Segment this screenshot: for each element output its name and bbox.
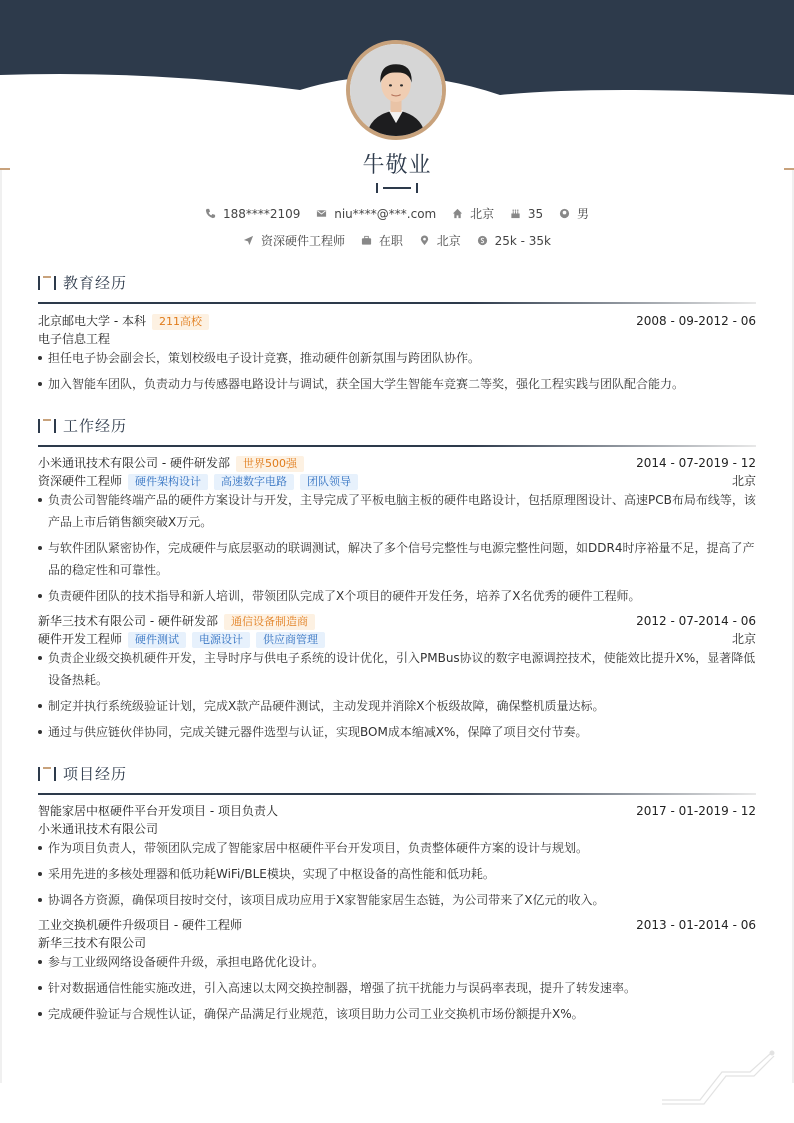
age-text: 35 bbox=[527, 206, 544, 221]
list-item: 负责企业级交换机硬件开发，主导时序与供电子系统的设计优化，引入PMBus协议的数字电源调控技术，使能效比提升X%，显著降低 设备热耗。 bbox=[38, 647, 756, 691]
gender-icon bbox=[559, 208, 570, 219]
age-item bbox=[510, 207, 543, 221]
work-period: 2014 - 07-2019 - 12 bbox=[636, 456, 756, 470]
list-item: 采用先进的多核处理器和低功耗WiFi/BLE模块，实现了中枢设备的高性能和低功耗。 bbox=[38, 863, 756, 885]
project-period: 2017 - 01-2019 - 12 bbox=[636, 804, 756, 818]
list-item: 与软件团队紧密协作，完成硬件与底层驱动的联调测试，解决了多个信号完整性与电源完整性问题，如DDR4时序裕量不足，提高了产 品的稳定性和可靠性。 bbox=[38, 537, 756, 581]
send-icon bbox=[243, 235, 254, 246]
list-item: 协调各方资源，确保项目按时交付，该项目成功应用于X家智能家居生态链，为公司带来了X亿元的收入。 bbox=[38, 889, 756, 911]
skill-tag: 硬件测试 bbox=[128, 632, 186, 648]
list-item: 针对数据通信性能实施改进，引入高速以太网交换控制器，增强了抗干扰能力与误码率表现，提升了转发速率。 bbox=[38, 977, 756, 999]
skill-tag: 团队领导 bbox=[300, 474, 358, 490]
company-tag: 通信设备制造商 bbox=[224, 614, 315, 630]
work-location: 北京 bbox=[731, 474, 756, 488]
position-text: 资深硬件工程师 bbox=[261, 234, 346, 248]
avatar-photo bbox=[350, 44, 442, 136]
phone-text: 188****2109 bbox=[222, 206, 301, 221]
section-divider bbox=[38, 793, 756, 795]
target-city-text: 北京 bbox=[436, 234, 461, 248]
gender-text: 男 bbox=[577, 207, 590, 221]
name-divider bbox=[376, 183, 418, 193]
project-title: 工业交换机硬件升级项目 - 硬件工程师 bbox=[38, 918, 242, 932]
list-item: 加入智能车团队，负责动力与传感器电路设计与调试，获全国大学生智能车竞赛二等奖，强化工程实践与团队配合能力。 bbox=[38, 373, 756, 395]
company-name: 新华三技术有限公司 - 硬件研发部 bbox=[38, 614, 218, 628]
contact-row bbox=[0, 205, 794, 222]
section-marker-icon bbox=[38, 419, 56, 433]
avatar bbox=[346, 40, 446, 140]
list-item: 通过与供应链伙伴协同，完成关键元器件选型与认证，实现BOM成本缩减X%，保障了项目交付节奏。 bbox=[38, 721, 756, 743]
location-pin-icon bbox=[419, 235, 430, 246]
work-location: 北京 bbox=[731, 632, 756, 646]
candidate-name: 牛敬业 bbox=[362, 153, 432, 178]
skill-tag: 供应商管理 bbox=[256, 632, 325, 648]
education-section bbox=[38, 274, 756, 296]
company-tag: 世界500强 bbox=[236, 456, 304, 472]
position-item bbox=[243, 232, 345, 249]
left-border bbox=[0, 170, 2, 1083]
school-name: 北京邮电大学 - 本科 bbox=[38, 314, 146, 328]
city-item bbox=[452, 205, 494, 222]
list-item: 负责硬件团队的技术指导和新人培训，带领团队完成了X个项目的硬件开发任务，培养了X名优秀的硬件工程师。 bbox=[38, 585, 756, 607]
list-item: 制定并执行系统级验证计划，完成X款产品硬件测试，主动发现并消除X个板级故障，确保整机质量达标。 bbox=[38, 695, 756, 717]
phone-icon bbox=[205, 208, 216, 219]
home-icon bbox=[452, 208, 463, 219]
city-text: 北京 bbox=[470, 207, 495, 221]
list-item: 作为项目负责人，带领团队完成了智能家居中枢硬件平台开发项目，负责整体硬件方案的设计与规划。 bbox=[38, 837, 756, 859]
list-item: 负责公司智能终端产品的硬件方案设计与开发，主导完成了平板电脑主板的硬件电路设计，包括原理图设计、高速PCB布局布线等，该 产品上市后销售额突破X万元。 bbox=[38, 489, 756, 533]
work-section bbox=[38, 417, 756, 439]
job-title: 硬件开发工程师 bbox=[38, 632, 123, 646]
skill-tag: 电源设计 bbox=[192, 632, 250, 648]
email-text: niu****@***.com bbox=[334, 206, 437, 221]
project-company: 小米通讯技术有限公司 bbox=[38, 822, 159, 836]
education-period: 2008 - 09-2012 - 06 bbox=[636, 314, 756, 328]
section-title: 项目经历 bbox=[63, 765, 128, 783]
target-city-item bbox=[419, 232, 461, 249]
company-name: 小米通讯技术有限公司 - 硬件研发部 bbox=[38, 456, 230, 470]
list-item: 担任电子协会副会长，策划校级电子设计竞赛，推动硬件创新氛围与跨团队协作。 bbox=[38, 347, 756, 369]
section-title: 工作经历 bbox=[63, 417, 128, 435]
list-item: 参与工业级网络设备硬件升级，承担电路优化设计。 bbox=[38, 951, 756, 973]
job-title: 资深硬件工程师 bbox=[38, 474, 123, 488]
email-item bbox=[316, 207, 436, 221]
school-tag: 211高校 bbox=[152, 314, 209, 330]
skill-tag: 硬件架构设计 bbox=[128, 474, 208, 490]
status-text: 在职 bbox=[378, 234, 403, 248]
section-marker-icon bbox=[38, 276, 56, 290]
corner-decoration bbox=[660, 1048, 780, 1108]
section-divider bbox=[38, 445, 756, 447]
project-period: 2013 - 01-2014 - 06 bbox=[636, 918, 756, 932]
phone-item bbox=[205, 207, 300, 221]
projects-section bbox=[38, 765, 756, 787]
work-period: 2012 - 07-2014 - 06 bbox=[636, 614, 756, 628]
skill-tag: 高速数字电路 bbox=[214, 474, 294, 490]
gender-item bbox=[559, 205, 589, 222]
cake-icon bbox=[510, 208, 521, 219]
email-icon bbox=[316, 208, 327, 219]
salary-text: 25k - 35k bbox=[494, 233, 551, 248]
project-company: 新华三技术有限公司 bbox=[38, 936, 147, 950]
status-item bbox=[361, 232, 403, 249]
job-intent-row bbox=[0, 232, 794, 249]
project-title: 智能家居中枢硬件平台开发项目 - 项目负责人 bbox=[38, 804, 278, 818]
briefcase-icon bbox=[361, 235, 372, 246]
section-title: 教育经历 bbox=[63, 274, 128, 292]
section-divider bbox=[38, 302, 756, 304]
section-marker-icon bbox=[38, 767, 56, 781]
salary-item bbox=[477, 234, 551, 248]
money-icon bbox=[477, 235, 488, 246]
major: 电子信息工程 bbox=[38, 332, 111, 346]
list-item: 完成硬件验证与合规性认证，确保产品满足行业规范，该项目助力公司工业交换机市场份额提升X%。 bbox=[38, 1003, 756, 1025]
